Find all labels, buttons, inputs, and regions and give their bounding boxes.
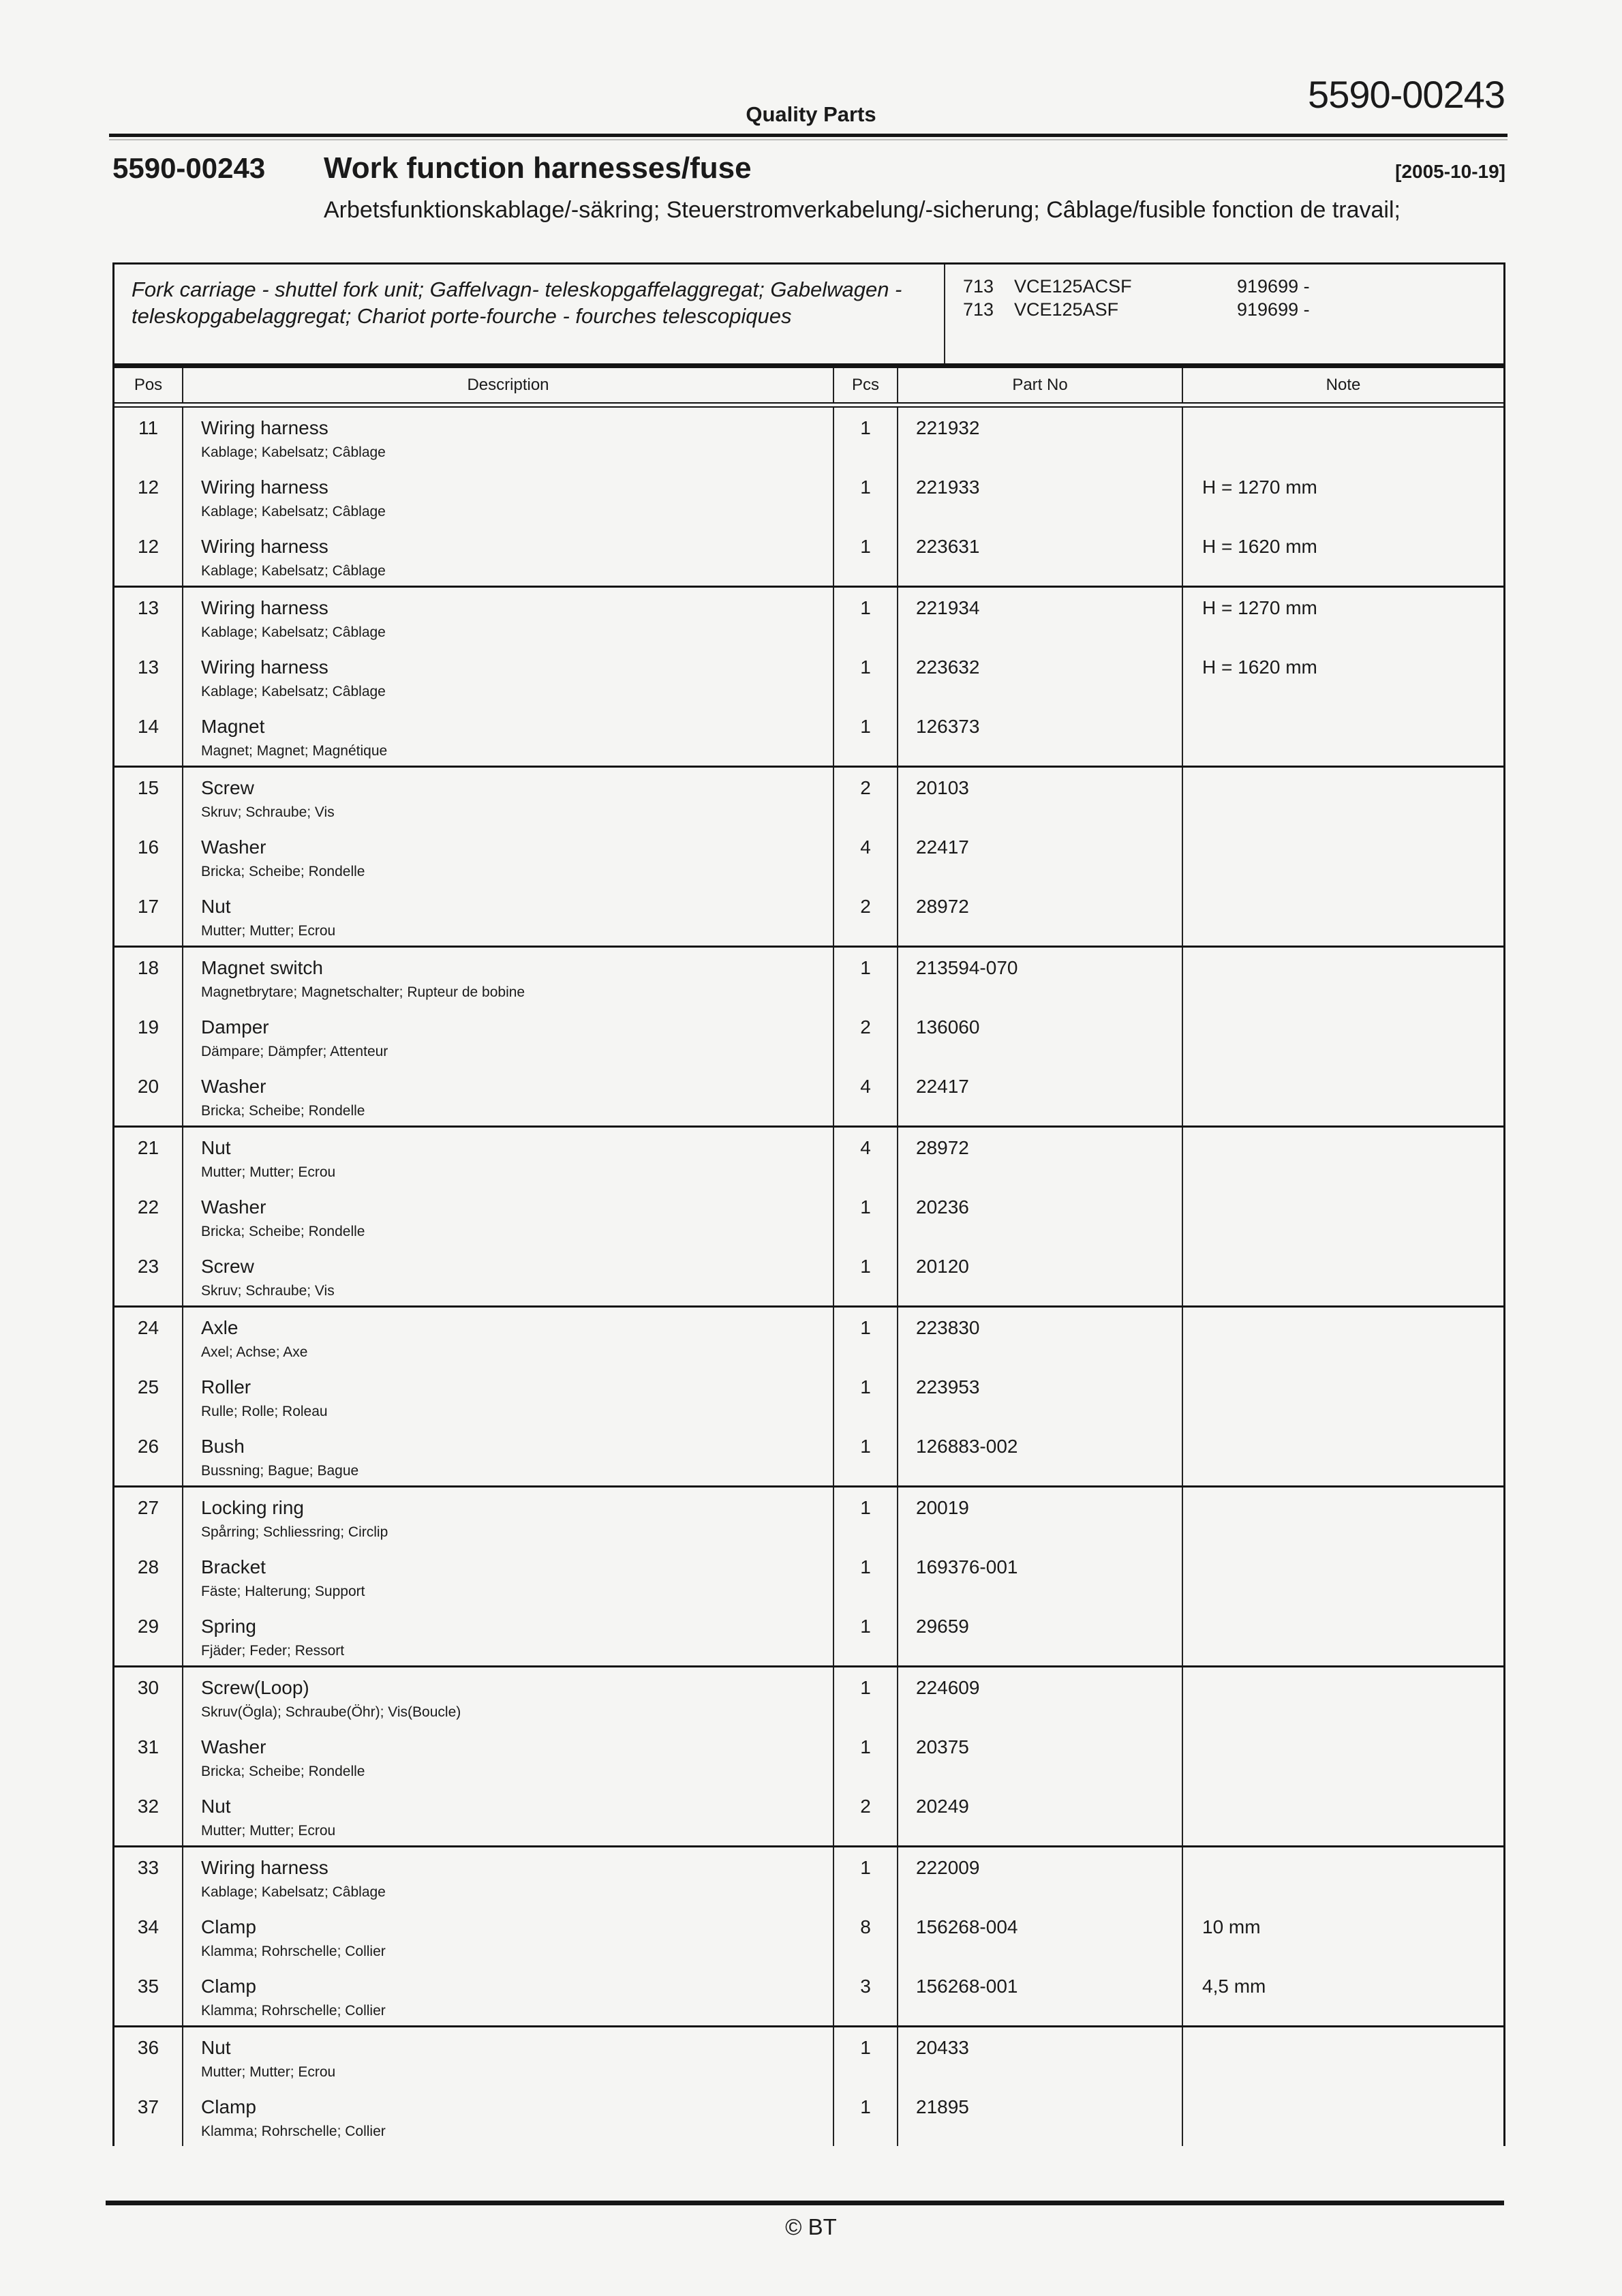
cell-part-no: 221932 bbox=[897, 408, 1182, 467]
cell-part-no: 136060 bbox=[897, 1007, 1182, 1066]
cell-pos: 23 bbox=[137, 1256, 159, 1277]
description-main: Locking ring bbox=[201, 1497, 304, 1518]
description-sub: Fäste; Halterung; Support bbox=[201, 1584, 365, 1599]
cell-part-no: 224609 bbox=[897, 1667, 1182, 1727]
page-title: Work function harnesses/fuse bbox=[324, 151, 752, 185]
cell-part-no: 126883-002 bbox=[897, 1426, 1182, 1485]
description-main: Washer bbox=[201, 1076, 266, 1097]
cell-description bbox=[182, 1786, 833, 1845]
table-row bbox=[114, 1426, 1503, 1485]
cell-pcs: 1 bbox=[833, 1667, 897, 1727]
cell-note bbox=[1182, 2087, 1503, 2146]
cell-part-no: 20120 bbox=[897, 1246, 1182, 1305]
table-group bbox=[114, 2027, 1503, 2146]
cell-part-no: 156268-004 bbox=[897, 1907, 1182, 1966]
table-row bbox=[114, 1187, 1503, 1246]
cell-pcs: 1 bbox=[833, 526, 897, 586]
title-code: 5590-00243 bbox=[112, 152, 266, 184]
table-row bbox=[114, 1007, 1503, 1066]
cell-part-no: 221934 bbox=[897, 588, 1182, 647]
cell-pcs: 1 bbox=[833, 647, 897, 706]
cell-pcs: 1 bbox=[833, 1847, 897, 1907]
cell-pos: 36 bbox=[137, 2037, 159, 2058]
cell-note bbox=[1182, 1487, 1503, 1547]
info-box bbox=[112, 262, 1505, 366]
description-main: Clamp bbox=[201, 1976, 256, 1997]
description-sub: Klamma; Rohrschelle; Collier bbox=[201, 1944, 386, 1959]
cell-pos: 21 bbox=[137, 1137, 159, 1158]
info-description: Fork carriage - shuttel fork unit; Gaffelvagn- teleskopgaffelaggregat; Gabelwagen - teleskopgabelaggregat; Chariot porte-fourche - fourches telescopiques bbox=[132, 277, 902, 328]
cell-note bbox=[1182, 1128, 1503, 1187]
cell-part-no: 156268-001 bbox=[897, 1966, 1182, 2025]
description-sub: Skruv; Schraube; Vis bbox=[201, 1283, 335, 1299]
description-sub: Fjäder; Feder; Ressort bbox=[201, 1643, 345, 1659]
cell-pos: 35 bbox=[137, 1976, 159, 1997]
table-row bbox=[114, 2027, 1503, 2087]
cell-part-no: 29659 bbox=[897, 1606, 1182, 1665]
cell-note bbox=[1182, 1547, 1503, 1606]
table-group bbox=[114, 948, 1503, 1126]
cell-description bbox=[182, 1727, 833, 1786]
subtitle: Arbetsfunktionskablage/-säkring; Steuerstromverkabelung/-sicherung; Câblage/fusible fonction de travail; bbox=[324, 197, 1401, 223]
col-header-note: Note bbox=[1182, 368, 1503, 402]
cell-note bbox=[1182, 1187, 1503, 1246]
cell-description bbox=[182, 588, 833, 647]
cell-note: 10 mm bbox=[1182, 1907, 1503, 1966]
description-main: Wiring harness bbox=[201, 597, 328, 618]
description-sub: Kablage; Kabelsatz; Câblage bbox=[201, 504, 386, 519]
header-rule bbox=[109, 134, 1508, 137]
cell-description bbox=[182, 1367, 833, 1426]
cell-note: H = 1270 mm bbox=[1182, 588, 1503, 647]
cell-description bbox=[182, 1606, 833, 1665]
cell-description bbox=[182, 2027, 833, 2087]
cell-description bbox=[182, 1907, 833, 1966]
cell-note bbox=[1182, 1667, 1503, 1727]
cell-part-no: 213594-070 bbox=[897, 948, 1182, 1007]
table-row bbox=[114, 1547, 1503, 1606]
description-main: Nut bbox=[201, 896, 231, 917]
description-sub: Mutter; Mutter; Ecrou bbox=[201, 1823, 336, 1839]
variant-code: 713 bbox=[963, 299, 994, 320]
table-row bbox=[114, 1847, 1503, 1907]
cell-pcs: 1 bbox=[833, 1606, 897, 1665]
table-row bbox=[114, 1487, 1503, 1547]
cell-part-no: 22417 bbox=[897, 1066, 1182, 1126]
description-sub: Kablage; Kabelsatz; Câblage bbox=[201, 1884, 386, 1900]
description-sub: Mutter; Mutter; Ecrou bbox=[201, 923, 336, 939]
cell-pos: 28 bbox=[137, 1556, 159, 1577]
cell-pcs: 2 bbox=[833, 1786, 897, 1845]
cell-part-no: 223953 bbox=[897, 1367, 1182, 1426]
table-group bbox=[114, 1128, 1503, 1305]
cell-part-no: 223631 bbox=[897, 526, 1182, 586]
cell-note bbox=[1182, 768, 1503, 827]
table-row bbox=[114, 1606, 1503, 1665]
description-sub: Klamma; Rohrschelle; Collier bbox=[201, 2124, 386, 2139]
description-main: Nut bbox=[201, 2037, 231, 2058]
description-main: Nut bbox=[201, 1796, 231, 1817]
cell-pcs: 8 bbox=[833, 1907, 897, 1966]
cell-description bbox=[182, 526, 833, 586]
cell-pcs: 2 bbox=[833, 768, 897, 827]
parts-table bbox=[112, 366, 1505, 2146]
cell-description bbox=[182, 1066, 833, 1126]
cell-description bbox=[182, 1847, 833, 1907]
description-main: Screw bbox=[201, 1256, 254, 1277]
description-main: Washer bbox=[201, 1196, 266, 1218]
description-main: Washer bbox=[201, 1736, 266, 1757]
cell-description bbox=[182, 768, 833, 827]
cell-note bbox=[1182, 1847, 1503, 1907]
doc-number: 5590-00243 bbox=[1308, 73, 1505, 116]
table-row bbox=[114, 827, 1503, 886]
table-row bbox=[114, 2087, 1503, 2146]
variant-model: VCE125ASF bbox=[1014, 299, 1119, 320]
description-sub: Bricka; Scheibe; Rondelle bbox=[201, 1764, 365, 1779]
description-sub: Klamma; Rohrschelle; Collier bbox=[201, 2003, 386, 2019]
cell-pos: 31 bbox=[137, 1736, 159, 1757]
cell-description bbox=[182, 1426, 833, 1485]
cell-pcs: 1 bbox=[833, 2027, 897, 2087]
table-row bbox=[114, 1786, 1503, 1845]
title-date: [2005-10-19] bbox=[1395, 161, 1505, 182]
cell-pos: 13 bbox=[137, 597, 159, 618]
description-sub: Magnetbrytare; Magnetschalter; Rupteur de bobine bbox=[201, 984, 525, 1000]
cell-description bbox=[182, 1187, 833, 1246]
cell-part-no: 21895 bbox=[897, 2087, 1182, 2146]
description-main: Wiring harness bbox=[201, 1857, 328, 1878]
cell-part-no: 20249 bbox=[897, 1786, 1182, 1845]
cell-description bbox=[182, 1547, 833, 1606]
cell-note bbox=[1182, 948, 1503, 1007]
cell-pcs: 1 bbox=[833, 1187, 897, 1246]
cell-note bbox=[1182, 1786, 1503, 1845]
cell-note bbox=[1182, 2027, 1503, 2087]
cell-note bbox=[1182, 1007, 1503, 1066]
cell-part-no: 28972 bbox=[897, 886, 1182, 946]
cell-note bbox=[1182, 408, 1503, 467]
cell-pos: 29 bbox=[137, 1616, 159, 1637]
description-main: Wiring harness bbox=[201, 417, 328, 438]
cell-pcs: 1 bbox=[833, 1547, 897, 1606]
cell-pos: 25 bbox=[137, 1376, 159, 1398]
cell-note bbox=[1182, 1246, 1503, 1305]
table-group bbox=[114, 1667, 1503, 1845]
cell-note bbox=[1182, 827, 1503, 886]
cell-pcs: 1 bbox=[833, 588, 897, 647]
cell-description bbox=[182, 948, 833, 1007]
cell-description bbox=[182, 2087, 833, 2146]
table-group bbox=[114, 1487, 1503, 1665]
table-row bbox=[114, 647, 1503, 706]
copyright: © BT bbox=[785, 2214, 837, 2239]
cell-pcs: 1 bbox=[833, 1367, 897, 1426]
description-sub: Mutter; Mutter; Ecrou bbox=[201, 1164, 336, 1180]
cell-pcs: 1 bbox=[833, 408, 897, 467]
description-main: Wiring harness bbox=[201, 536, 328, 557]
table-body bbox=[114, 408, 1503, 2146]
table-row bbox=[114, 1727, 1503, 1786]
cell-pcs: 4 bbox=[833, 1066, 897, 1126]
cell-pcs: 1 bbox=[833, 467, 897, 526]
cell-note bbox=[1182, 1727, 1503, 1786]
cell-part-no: 223830 bbox=[897, 1308, 1182, 1367]
cell-pcs: 1 bbox=[833, 706, 897, 766]
quality-parts-label: Quality Parts bbox=[746, 102, 876, 126]
table-row bbox=[114, 948, 1503, 1007]
cell-description bbox=[182, 827, 833, 886]
description-sub: Mutter; Mutter; Ecrou bbox=[201, 2064, 336, 2080]
description-main: Wiring harness bbox=[201, 656, 328, 678]
cell-note bbox=[1182, 1606, 1503, 1665]
description-sub: Axel; Achse; Axe bbox=[201, 1344, 308, 1360]
table-row bbox=[114, 706, 1503, 766]
cell-note bbox=[1182, 706, 1503, 766]
cell-description bbox=[182, 1667, 833, 1727]
cell-pos: 15 bbox=[137, 777, 159, 798]
cell-part-no: 22417 bbox=[897, 827, 1182, 886]
cell-description bbox=[182, 1487, 833, 1547]
table-row bbox=[114, 1128, 1503, 1187]
table-row bbox=[114, 1246, 1503, 1305]
cell-pos: 12 bbox=[137, 536, 159, 557]
cell-pcs: 1 bbox=[833, 1487, 897, 1547]
description-sub: Magnet; Magnet; Magnétique bbox=[201, 743, 388, 759]
cell-note: H = 1620 mm bbox=[1182, 647, 1503, 706]
cell-part-no: 20103 bbox=[897, 768, 1182, 827]
col-header-pcs: Pcs bbox=[833, 368, 897, 402]
table-row bbox=[114, 1367, 1503, 1426]
table-row bbox=[114, 886, 1503, 946]
table-group bbox=[114, 588, 1503, 766]
cell-pos: 27 bbox=[137, 1497, 159, 1518]
table-row bbox=[114, 526, 1503, 586]
cell-pcs: 1 bbox=[833, 1308, 897, 1367]
cell-pos: 24 bbox=[137, 1317, 159, 1338]
cell-part-no: 20375 bbox=[897, 1727, 1182, 1786]
description-sub: Kablage; Kabelsatz; Câblage bbox=[201, 624, 386, 640]
description-sub: Bricka; Scheibe; Rondelle bbox=[201, 864, 365, 879]
description-main: Screw(Loop) bbox=[201, 1677, 309, 1698]
description-main: Screw bbox=[201, 777, 254, 798]
variant-serial: 919699 - bbox=[1237, 299, 1310, 320]
variant-serial: 919699 - bbox=[1237, 276, 1310, 297]
cell-note bbox=[1182, 1367, 1503, 1426]
footer-rule bbox=[106, 2201, 1504, 2205]
description-main: Magnet bbox=[201, 716, 265, 737]
col-header-part-no: Part No bbox=[897, 368, 1182, 402]
cell-pos: 19 bbox=[137, 1016, 159, 1038]
description-sub: Dämpare; Dämpfer; Attenteur bbox=[201, 1044, 388, 1059]
cell-part-no: 169376-001 bbox=[897, 1547, 1182, 1606]
cell-note bbox=[1182, 1066, 1503, 1126]
table-row bbox=[114, 588, 1503, 647]
cell-pos: 13 bbox=[137, 656, 159, 678]
variant-row bbox=[963, 275, 1503, 298]
cell-note bbox=[1182, 1426, 1503, 1485]
cell-pos: 33 bbox=[137, 1857, 159, 1878]
table-header-row bbox=[114, 368, 1503, 404]
table-group bbox=[114, 1847, 1503, 2025]
cell-pcs: 2 bbox=[833, 886, 897, 946]
cell-part-no: 20236 bbox=[897, 1187, 1182, 1246]
cell-part-no: 221933 bbox=[897, 467, 1182, 526]
description-main: Spring bbox=[201, 1616, 256, 1637]
table-row bbox=[114, 1308, 1503, 1367]
table-row bbox=[114, 1667, 1503, 1727]
cell-pcs: 2 bbox=[833, 1007, 897, 1066]
cell-pcs: 1 bbox=[833, 1727, 897, 1786]
cell-part-no: 126373 bbox=[897, 706, 1182, 766]
cell-description bbox=[182, 1007, 833, 1066]
table-group bbox=[114, 1308, 1503, 1485]
variant-row bbox=[963, 298, 1503, 321]
description-main: Magnet switch bbox=[201, 957, 323, 978]
cell-pos: 32 bbox=[137, 1796, 159, 1817]
table-group bbox=[114, 408, 1503, 586]
variant-code: 713 bbox=[963, 276, 994, 297]
cell-description bbox=[182, 1308, 833, 1367]
cell-pcs: 4 bbox=[833, 827, 897, 886]
cell-part-no: 223632 bbox=[897, 647, 1182, 706]
description-main: Clamp bbox=[201, 2096, 256, 2117]
cell-note bbox=[1182, 1308, 1503, 1367]
variant-model: VCE125ACSF bbox=[1014, 276, 1132, 297]
cell-description bbox=[182, 886, 833, 946]
table-row bbox=[114, 1066, 1503, 1126]
cell-pos: 22 bbox=[137, 1196, 159, 1218]
cell-pcs: 1 bbox=[833, 948, 897, 1007]
description-sub: Bricka; Scheibe; Rondelle bbox=[201, 1224, 365, 1239]
table-row bbox=[114, 408, 1503, 467]
description-main: Nut bbox=[201, 1137, 231, 1158]
cell-description bbox=[182, 1246, 833, 1305]
description-sub: Kablage; Kabelsatz; Câblage bbox=[201, 563, 386, 579]
cell-pos: 16 bbox=[137, 836, 159, 858]
description-main: Damper bbox=[201, 1016, 269, 1038]
col-header-description: Description bbox=[182, 368, 833, 402]
table-row bbox=[114, 1907, 1503, 1966]
table-row bbox=[114, 768, 1503, 827]
cell-part-no: 20433 bbox=[897, 2027, 1182, 2087]
variant-list bbox=[944, 265, 1503, 363]
cell-pcs: 1 bbox=[833, 1246, 897, 1305]
cell-pos: 18 bbox=[137, 957, 159, 978]
table-group bbox=[114, 768, 1503, 946]
cell-description bbox=[182, 1128, 833, 1187]
description-sub: Rulle; Rolle; Roleau bbox=[201, 1404, 328, 1419]
cell-pos: 17 bbox=[137, 896, 159, 917]
cell-description bbox=[182, 647, 833, 706]
description-main: Clamp bbox=[201, 1916, 256, 1937]
description-main: Roller bbox=[201, 1376, 251, 1398]
cell-part-no: 222009 bbox=[897, 1847, 1182, 1907]
cell-pcs: 4 bbox=[833, 1128, 897, 1187]
cell-pos: 37 bbox=[137, 2096, 159, 2117]
description-main: Washer bbox=[201, 836, 266, 858]
cell-note bbox=[1182, 886, 1503, 946]
description-sub: Skruv; Schraube; Vis bbox=[201, 804, 335, 820]
cell-pos: 26 bbox=[137, 1436, 159, 1457]
table-row bbox=[114, 1966, 1503, 2025]
cell-note: 4,5 mm bbox=[1182, 1966, 1503, 2025]
description-main: Wiring harness bbox=[201, 477, 328, 498]
description-sub: Kablage; Kabelsatz; Câblage bbox=[201, 444, 386, 460]
cell-description bbox=[182, 1966, 833, 2025]
cell-pos: 30 bbox=[137, 1677, 159, 1698]
description-sub: Bussning; Bague; Bague bbox=[201, 1463, 359, 1479]
description-sub: Skruv(Ögla); Schraube(Öhr); Vis(Boucle) bbox=[201, 1704, 461, 1720]
cell-pos: 11 bbox=[138, 417, 159, 438]
cell-pcs: 1 bbox=[833, 1426, 897, 1485]
cell-description bbox=[182, 467, 833, 526]
cell-part-no: 20019 bbox=[897, 1487, 1182, 1547]
col-header-pos: Pos bbox=[134, 376, 163, 394]
cell-note: H = 1620 mm bbox=[1182, 526, 1503, 586]
table-row bbox=[114, 467, 1503, 526]
description-sub: Bricka; Scheibe; Rondelle bbox=[201, 1103, 365, 1119]
cell-pos: 14 bbox=[137, 716, 159, 737]
cell-part-no: 28972 bbox=[897, 1128, 1182, 1187]
description-main: Axle bbox=[201, 1317, 239, 1338]
cell-pcs: 3 bbox=[833, 1966, 897, 2025]
description-sub: Spårring; Schliessring; Circlip bbox=[201, 1524, 388, 1540]
cell-description bbox=[182, 706, 833, 766]
cell-pos: 20 bbox=[137, 1076, 159, 1097]
cell-pos: 12 bbox=[137, 477, 159, 498]
description-main: Bush bbox=[201, 1436, 245, 1457]
cell-note: H = 1270 mm bbox=[1182, 467, 1503, 526]
description-sub: Kablage; Kabelsatz; Câblage bbox=[201, 684, 386, 699]
description-main: Bracket bbox=[201, 1556, 266, 1577]
cell-description bbox=[182, 408, 833, 467]
cell-pcs: 1 bbox=[833, 2087, 897, 2146]
title-block bbox=[112, 151, 1505, 185]
cell-pos: 34 bbox=[137, 1916, 159, 1937]
